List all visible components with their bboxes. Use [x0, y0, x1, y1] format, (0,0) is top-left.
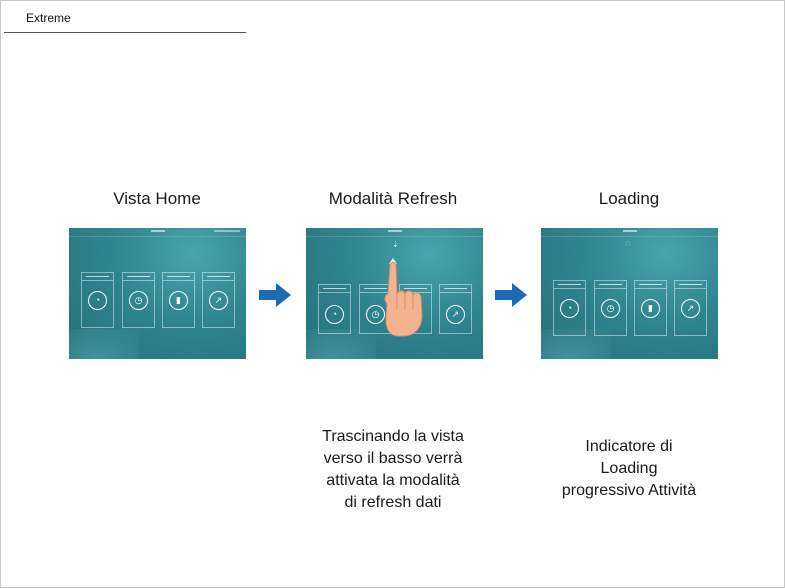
- tile-trend: [674, 280, 707, 336]
- trend-line-icon: ↗: [681, 299, 700, 318]
- speedometer-icon: ◔: [88, 291, 107, 310]
- screen-refresh: [306, 228, 483, 359]
- hand-swipe-icon: [380, 252, 436, 338]
- caption-refresh: Trascinando la vista verso il basso verrà attivata la modalità di refresh dati: [322, 428, 464, 511]
- tile-speedometer: [81, 272, 114, 328]
- pull-indicator-icon: ⇣: [392, 240, 399, 249]
- clock-icon: ◷: [129, 291, 148, 310]
- step-title-loading: Loading: [598, 189, 660, 208]
- trend-line-icon: ↗: [209, 291, 228, 310]
- tile-trend: [202, 272, 235, 328]
- header-underline: [4, 32, 246, 33]
- speedometer-icon: ◔: [560, 299, 579, 318]
- tile-trend: [439, 284, 472, 334]
- page-title: Extreme: [26, 11, 71, 25]
- trend-line-icon: ↗: [446, 305, 465, 324]
- screen-loading: [541, 228, 718, 359]
- screen-topbar: [69, 228, 246, 237]
- tile-bar-chart: [162, 272, 195, 328]
- clock-icon: ◷: [366, 305, 385, 324]
- tile-clock: [122, 272, 155, 328]
- speedometer-icon: ◔: [325, 305, 344, 324]
- arrow-right-icon: [259, 283, 291, 307]
- tile-speedometer: [553, 280, 586, 336]
- screen-home: [69, 228, 246, 359]
- arrow-right-icon: [495, 283, 527, 307]
- clock-icon: ◷: [601, 299, 620, 318]
- tile-bar-chart: [634, 280, 667, 336]
- loading-spinner-icon: ◌: [625, 238, 631, 248]
- screen-topbar: [541, 228, 718, 237]
- bar-chart-icon: ▮: [641, 299, 660, 318]
- tile-clock: [594, 280, 627, 336]
- bar-chart-icon: ▮: [169, 291, 188, 310]
- step-title-refresh: Modalità Refresh: [328, 189, 458, 208]
- caption-loading: Indicatore di Loading progressivo Attività: [561, 438, 697, 499]
- tile-speedometer: [318, 284, 351, 334]
- screen-topbar: [306, 228, 483, 237]
- step-title-home: Vista Home: [113, 189, 201, 208]
